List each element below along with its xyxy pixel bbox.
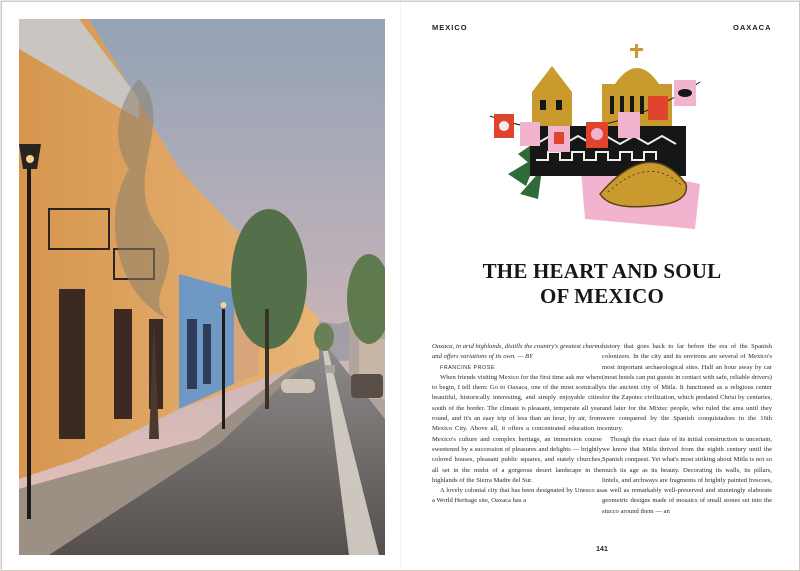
byline: FRANCINE PROSE <box>440 364 495 371</box>
flag-red-3 <box>648 96 668 120</box>
oaxaca-street-illustration <box>19 19 385 555</box>
flag-pink-3 <box>618 112 640 138</box>
street-photo <box>19 19 385 555</box>
article-title <box>432 259 772 309</box>
body-column-1 <box>432 342 602 507</box>
page-number: 141 <box>596 546 608 553</box>
title-line-2: OF MEXICO <box>539 284 665 308</box>
magazine-spread <box>1 1 800 571</box>
body-column-2 <box>602 342 772 517</box>
body-paragraph: Though the exact date of its initial construction is uncertain, we know that Mitla thrived from the eighth century until the Spanish conquest. Yet what's most striking about Mitla is not so much its age as its beauty. Decorating its walls, its pillars, lintels, and archways are fragments of brightly painted frescoes, as well as remarkably well-preserved and stunningly elaborate geometric designs made of mosaics of small stones set into the stucco around them — an <box>602 435 772 515</box>
article-deck: Oaxaca, in arid highlands, distills the country's greatest charms and offers variations of its own. — BY <box>432 343 602 361</box>
body-paragraph: A lovely colonial city that has been designated by Unesco as a World Heritage site, Oaxaca has a <box>432 487 602 505</box>
flag-pink-1 <box>520 122 540 146</box>
oaxaca-illustration <box>490 44 706 234</box>
title-line-1: THE HEART AND SOUL <box>482 259 722 283</box>
body-paragraph: history that goes back to far before the era of the Spanish colonizers. In the city and its environs are several of Mexico's most important archaeological sites. Half an hour away by car (most hotels can put guests in contact with safe, reliable drivers) is the ancient city of Mitla. It functioned as a religious center for the Zapotec civilization, which predated Christ by centuries, and later for the Mixtec people, who ruled the area until they were conquered by the Spanish conquistadors in the 16th century. <box>602 343 772 433</box>
running-head-right: OAXACA <box>733 23 772 32</box>
page-gutter <box>400 2 402 570</box>
body-paragraph: When friends visiting Mexico for the first time ask me where to begin, I tell them: Go to Oaxaca, one of the most scenically beautiful, historically interesting, and simply enjoyable cities south of the border. The climate is pleasant, temperate all year round, and it's an easy trip of less than an hour, by air, from Mexico City. Above all, it offers a concentrated education in Mexico's culture and complex heritage, an immersion course sweetened by a succession of pleasures and delights — brightly colored houses, pleasant public squares, and stately churches, all set in the midst of a gorgeous desert landscape in the highlands of the Sierra Madre del Sur. <box>432 373 602 484</box>
running-head-left: MEXICO <box>432 23 468 32</box>
